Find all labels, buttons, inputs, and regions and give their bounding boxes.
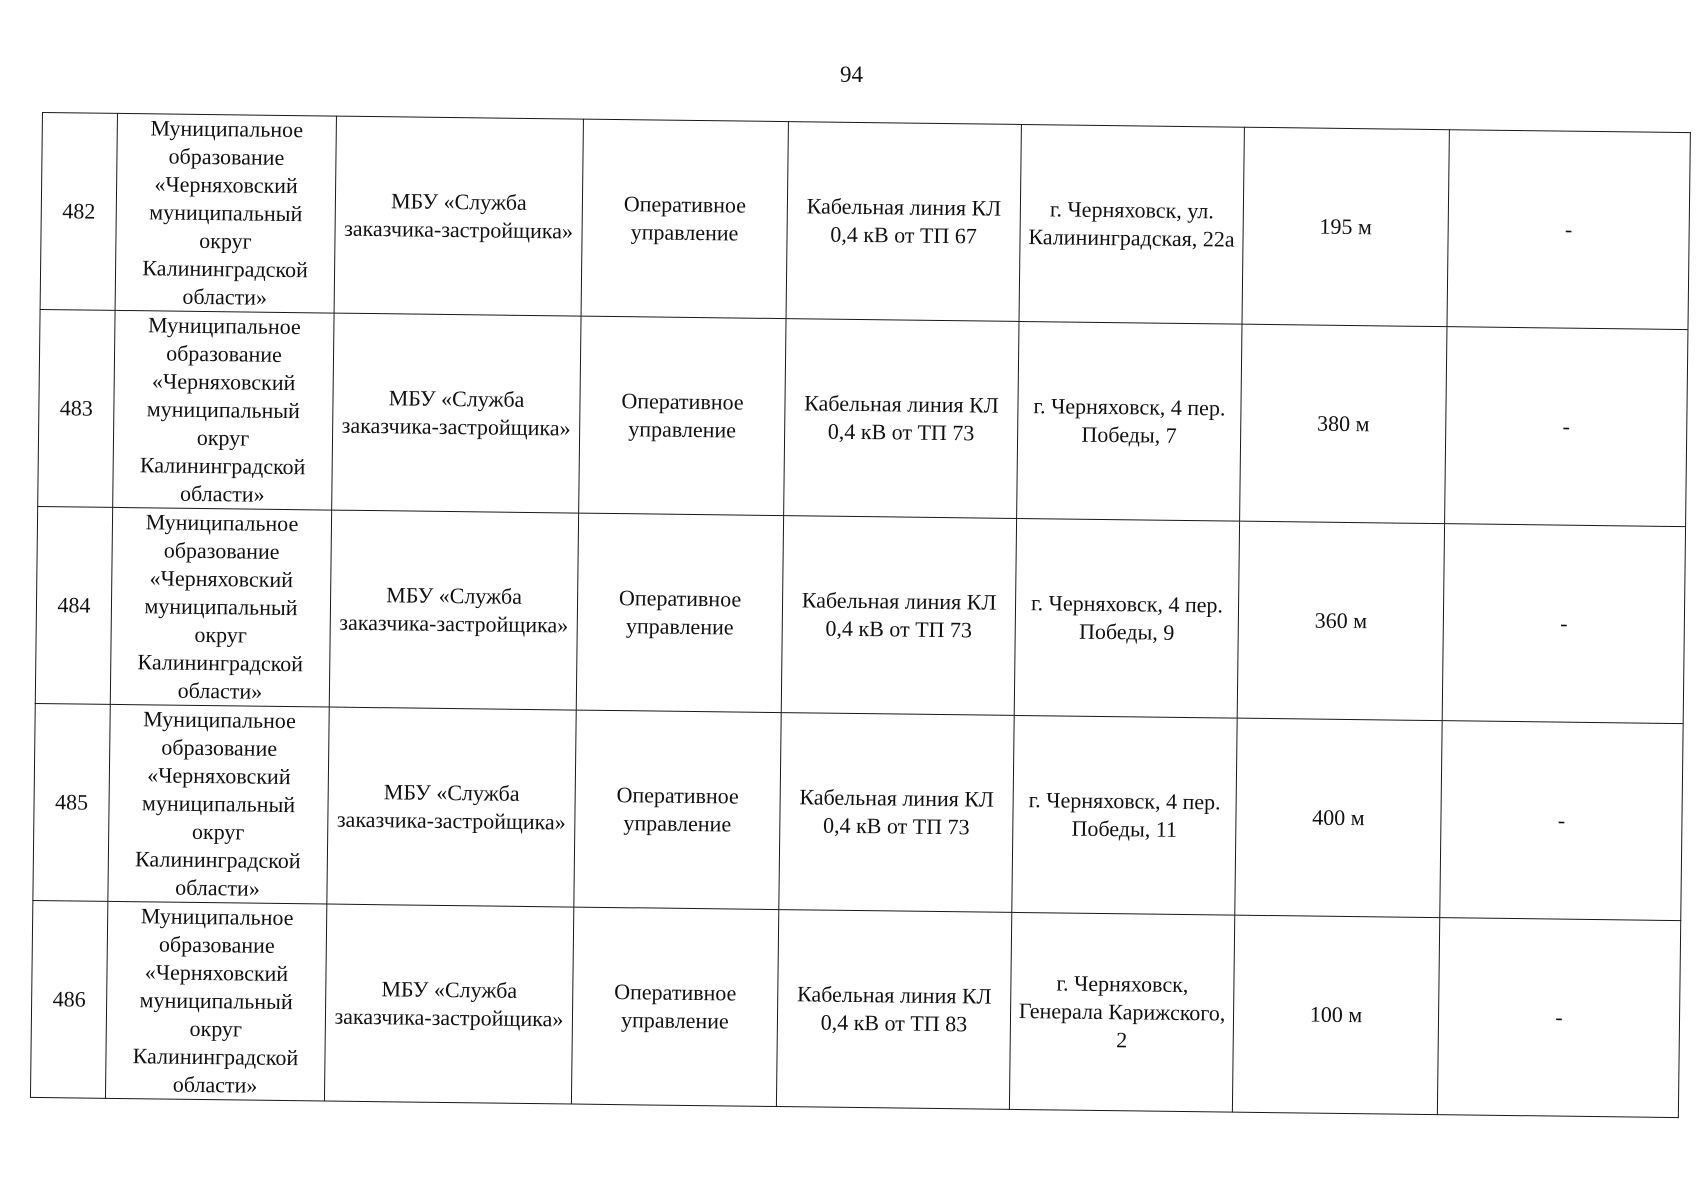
- object-cell: Кабельная линия КЛ 0,4 кВ от ТП 73: [781, 516, 1016, 716]
- row-number: 485: [33, 703, 110, 901]
- owner-cell: Муниципальное образование «Черняховский муниципальный округ Калининградской области»: [105, 901, 326, 1101]
- holder-cell: МБУ «Служба заказчика-застройщика»: [329, 510, 578, 710]
- right-type-cell: Оперативное управление: [576, 513, 783, 712]
- object-cell: Кабельная линия КЛ 0,4 кВ от ТП 83: [776, 910, 1011, 1110]
- owner-cell: Муниципальное образование «Черняховский муниципальный округ Калининградской области»: [113, 310, 334, 510]
- address-cell: г. Черняховск, Генерала Карижского, 2: [1009, 912, 1234, 1112]
- object-cell: Кабельная линия КЛ 0,4 кВ от ТП 67: [786, 122, 1021, 322]
- note-cell: -: [1447, 130, 1690, 330]
- address-cell: г. Черняховск, 4 пер. Победы, 7: [1017, 321, 1242, 521]
- length-cell: 360 м: [1237, 521, 1444, 720]
- note-cell: -: [1437, 918, 1680, 1118]
- address-cell: г. Черняховск, 4 пер. Победы, 9: [1014, 518, 1239, 718]
- table-row: [30, 900, 1680, 1117]
- note-cell: -: [1440, 721, 1683, 921]
- right-type-cell: Оперативное управление: [571, 907, 778, 1106]
- length-cell: 380 м: [1240, 324, 1447, 523]
- holder-cell: МБУ «Служба заказчика-застройщика»: [334, 116, 583, 316]
- right-type-cell: Оперативное управление: [574, 710, 781, 909]
- owner-cell: Муниципальное образование «Черняховский муниципальный округ Калининградской области»: [108, 704, 329, 904]
- length-cell: 195 м: [1242, 127, 1449, 326]
- property-registry-table: [30, 112, 1691, 1118]
- row-number: 483: [38, 309, 115, 507]
- holder-cell: МБУ «Служба заказчика-застройщика»: [324, 904, 573, 1104]
- row-number: 486: [30, 900, 107, 1098]
- length-cell: 100 м: [1232, 915, 1439, 1114]
- holder-cell: МБУ «Служба заказчика-застройщика»: [327, 707, 576, 907]
- right-type-cell: Оперативное управление: [581, 119, 788, 318]
- row-number: 482: [40, 113, 117, 311]
- owner-cell: Муниципальное образование «Черняховский муниципальный округ Калининградской области»: [110, 507, 331, 707]
- note-cell: -: [1445, 327, 1688, 527]
- page-number: 94: [840, 62, 863, 87]
- object-cell: Кабельная линия КЛ 0,4 кВ от ТП 73: [779, 713, 1014, 913]
- address-cell: г. Черняховск, ул. Калининградская, 22а: [1019, 124, 1244, 324]
- table-row: [33, 703, 1683, 920]
- owner-cell: Муниципальное образование «Черняховский муниципальный округ Калининградской области»: [115, 113, 336, 313]
- row-number: 484: [35, 506, 112, 704]
- table-row: [38, 309, 1688, 526]
- length-cell: 400 м: [1235, 718, 1442, 917]
- note-cell: -: [1442, 524, 1685, 724]
- address-cell: г. Черняховск, 4 пер. Победы, 11: [1012, 715, 1237, 915]
- holder-cell: МБУ «Служба заказчика-застройщика»: [332, 313, 581, 513]
- object-cell: Кабельная линия КЛ 0,4 кВ от ТП 73: [784, 319, 1019, 519]
- right-type-cell: Оперативное управление: [579, 316, 786, 515]
- table-row: [40, 113, 1690, 330]
- table-row: [35, 506, 1685, 723]
- registry-table-wrapper: [30, 112, 1662, 1118]
